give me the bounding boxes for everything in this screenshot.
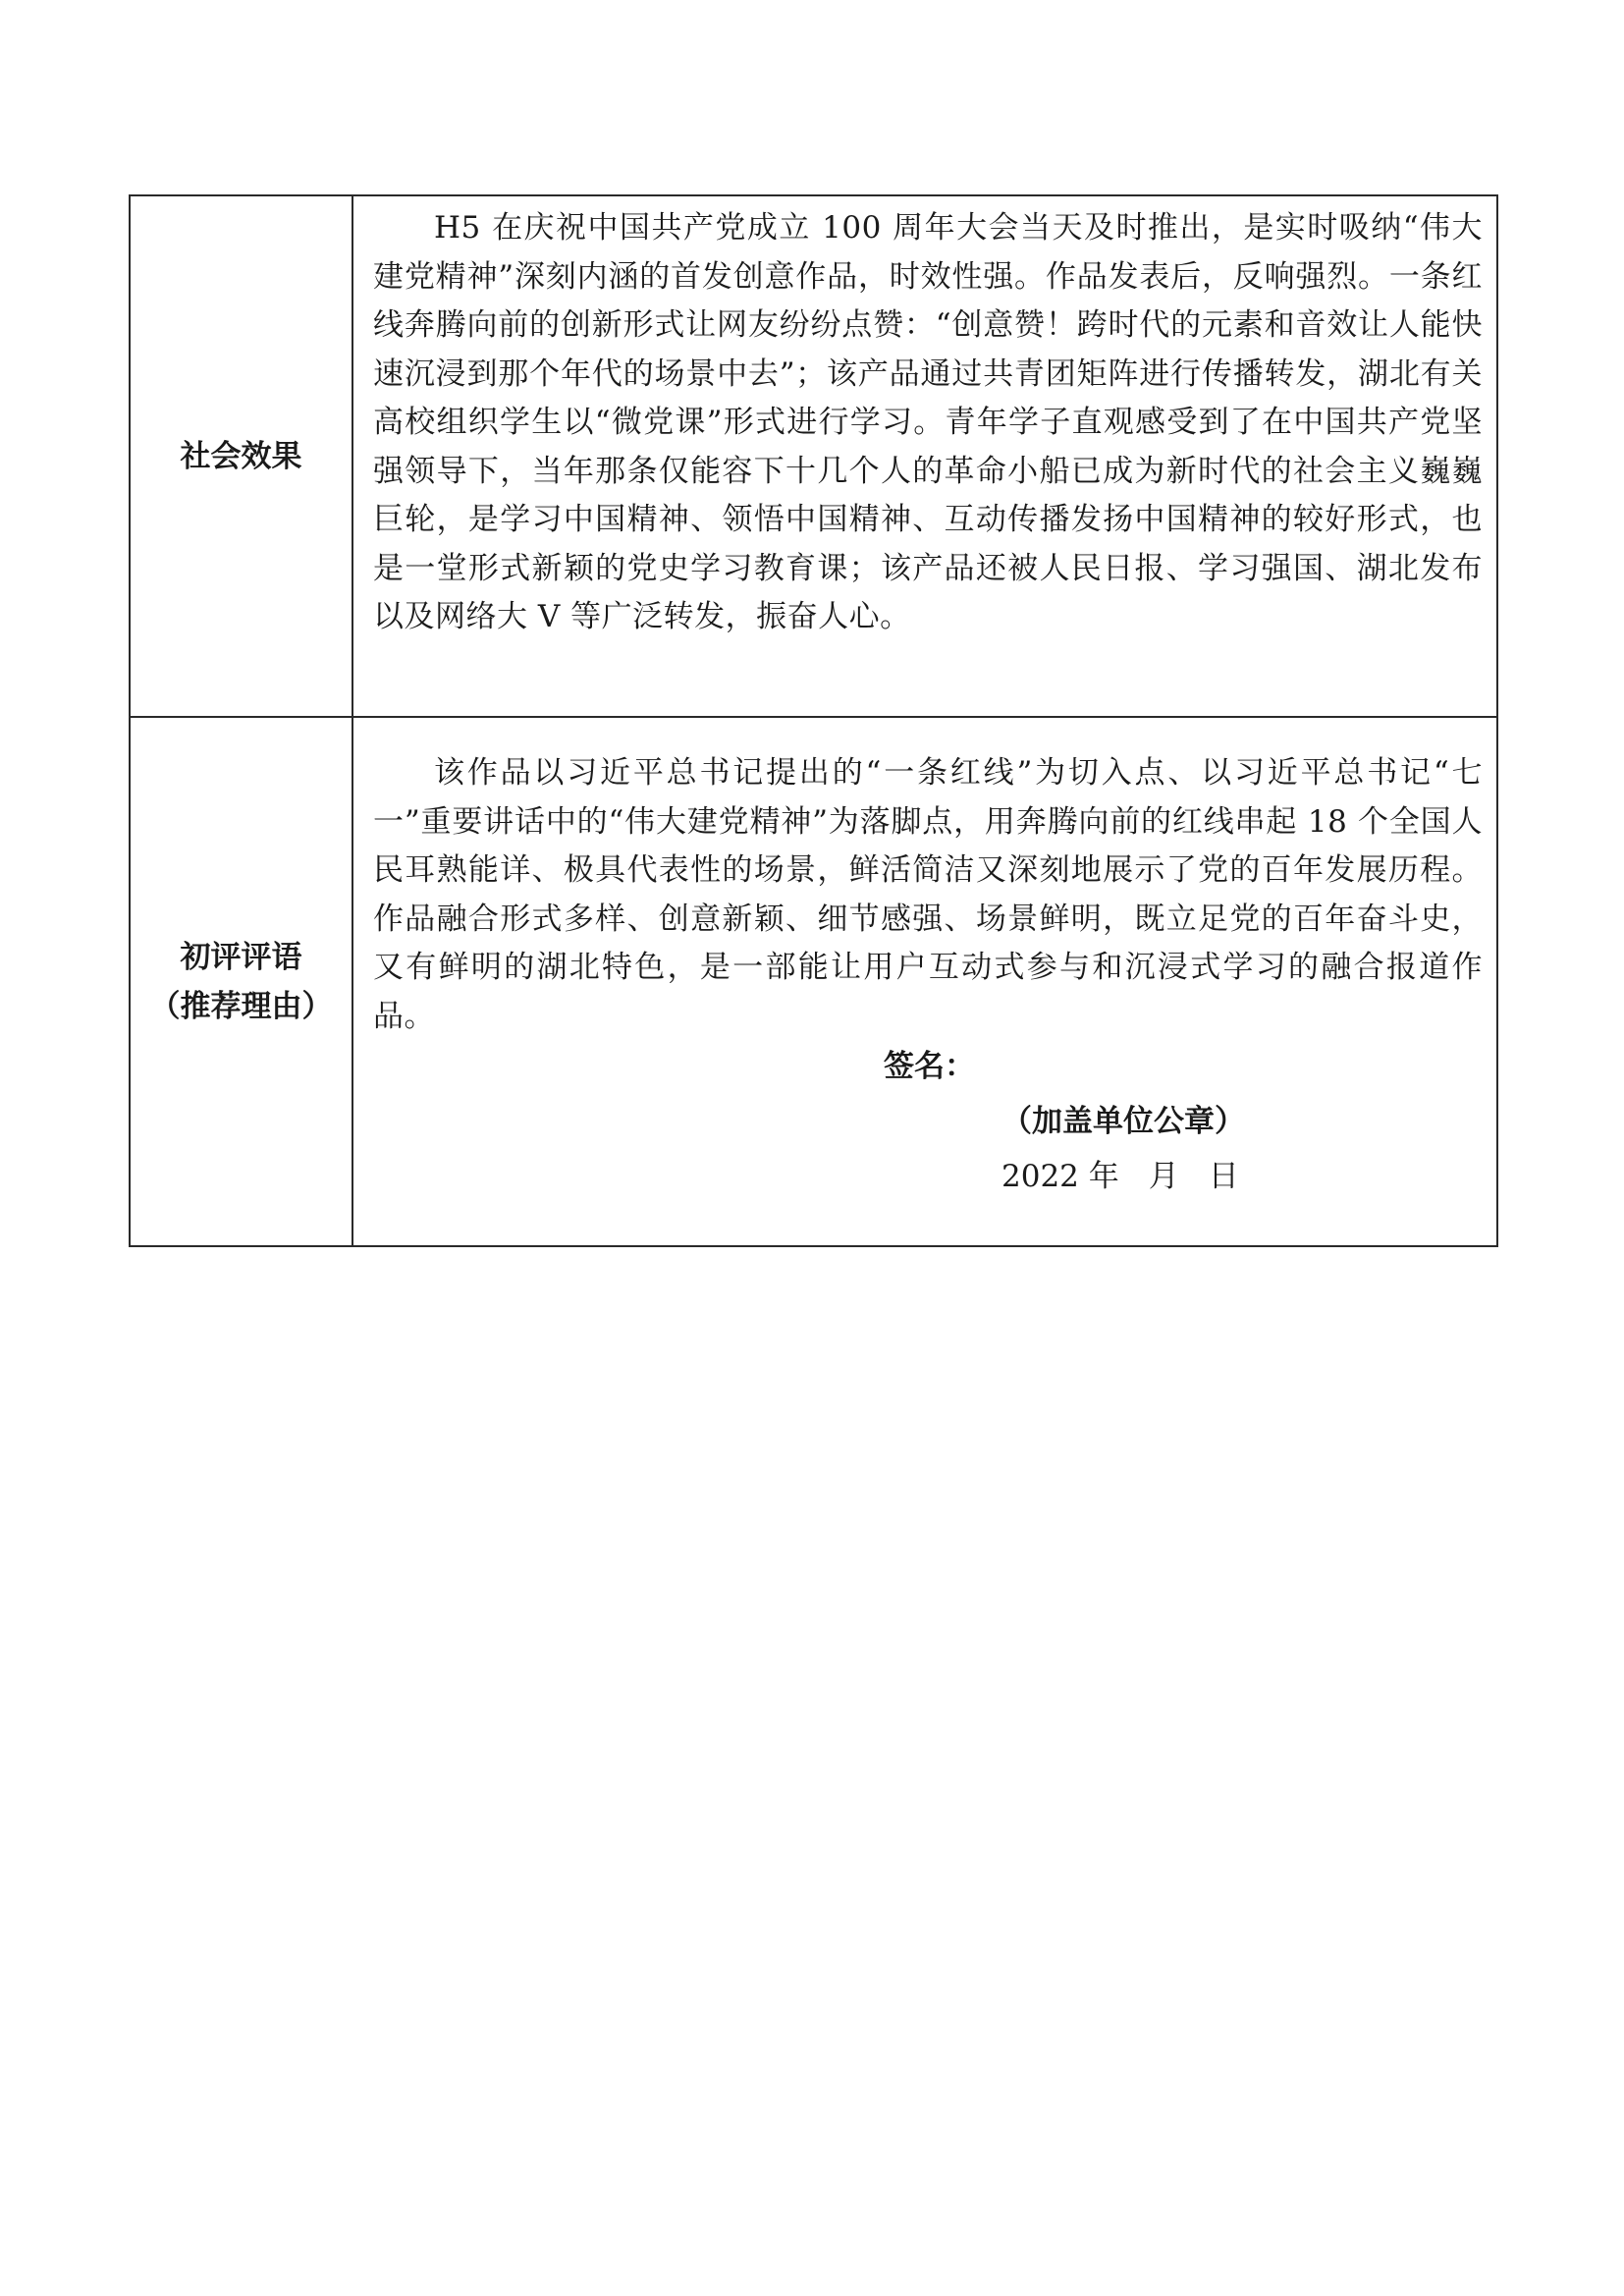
date-year: 2022 年 [1001, 1159, 1119, 1194]
official-seal-label: （加盖单位公章） [1001, 1104, 1245, 1139]
social-effect-row [130, 195, 1497, 717]
social-effect-label-cell [130, 195, 352, 717]
social-effect-content-cell [352, 195, 1497, 717]
initial-review-content-cell [352, 717, 1497, 1246]
initial-review-label: 初评评语 [180, 939, 302, 975]
signature-label: 签名： [884, 1049, 975, 1084]
signature-date [1001, 1151, 1239, 1195]
initial-review-text: 该作品以习近平总书记提出的“一条红线”为切入点、以习近平总书记“七一”重要讲话中的“伟大建党精神”为落脚点，用奔腾向前的红线串起 18 个全国人民耳熟能详、极具代表性的场景，鲜活简洁又深刻地展示了党的百年发展历程。作品融合形式多样、创意新颖、细节感强、场景鲜明，既立足党的百年奋斗史，又有鲜明的湖北特色，是一部能让用户互动式参与和沉浸式学习的融合报道作品。 [373, 755, 1483, 1034]
initial-review-row [130, 717, 1497, 1246]
recommendation-reason-label: （推荐理由） [149, 988, 333, 1024]
date-day: 日 [1208, 1159, 1239, 1194]
date-month: 月 [1148, 1159, 1179, 1194]
evaluation-form-table [129, 194, 1498, 1247]
signature-block [353, 1041, 1496, 1203]
social-effect-text: H5 在庆祝中国共产党成立 100 周年大会当天及时推出，是实时吸纳“伟大建党精神”深刻内涵的首发创意作品，时效性强。作品发表后，反响强烈。一条红线奔腾向前的创新形式让网友纷纷点赞：“创意赞！跨时代的元素和音效让人能快速沉浸到那个年代的场景中去”；该产品通过共青团矩阵进行传播转发，湖北有关高校组织学生以“微党课”形式进行学习。青年学子直观感受到了在中国共产党坚强领导下，当年那条仅能容下十几个人的革命小船已成为新时代的社会主义巍巍巨轮，是学习中国精神、领悟中国精神、互动传播发扬中国精神的较好形式，也是一堂形式新颖的党史学习教育课；该产品还被人民日报、学习强国、湖北发布以及网络大 V 等广泛转发，振奋人心。 [373, 210, 1483, 634]
social-effect-label: 社会效果 [180, 438, 302, 474]
initial-review-label-cell [130, 717, 352, 1246]
